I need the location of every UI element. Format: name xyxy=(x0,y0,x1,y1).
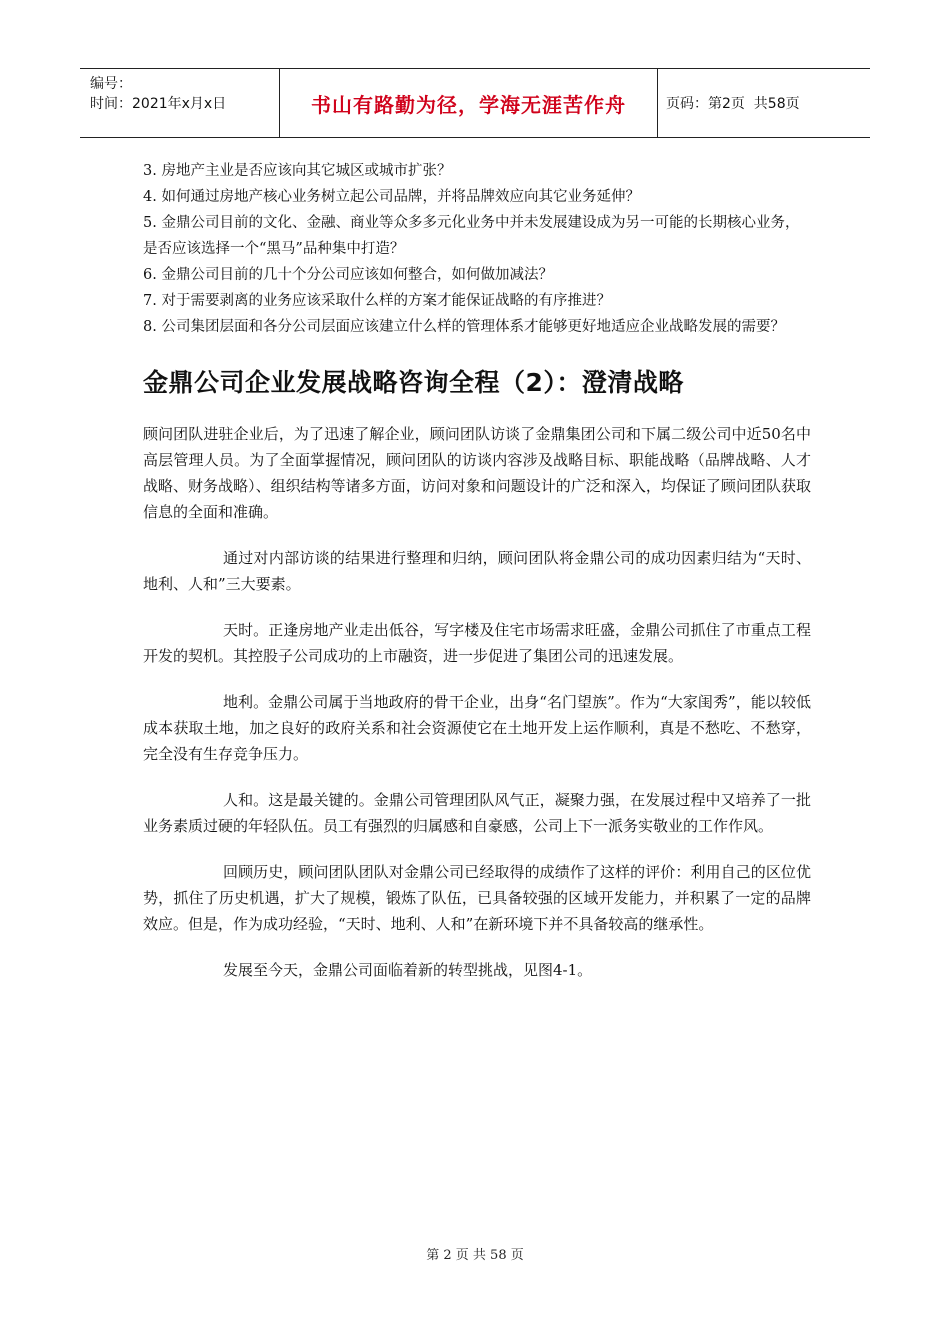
serial-label: 编号： xyxy=(90,76,132,92)
paragraph: 通过对内部访谈的结果进行整理和归纳，顾问团队将金鼎公司的成功因素归结为“天时、地利、人和”三大要素。 xyxy=(143,549,811,593)
section-title: 金鼎公司企业发展战略咨询全程（2）：澄清战略 xyxy=(143,368,684,397)
list-item: 5. 金鼎公司目前的文化、金融、商业等众多多元化业务中并未发展建设成为另一可能的长期核心业务，是否应该选择一个“黑马”品种集中打造？ xyxy=(143,215,800,257)
list-item: 7. 对于需要剥离的业务应该采取什么样的方案才能保证战略的有序推进？ xyxy=(143,293,611,309)
list-item: 3. 房地产主业是否应该向其它城区或城市扩张？ xyxy=(143,163,452,179)
page-label: 页码：第2页 共58页 xyxy=(666,96,800,112)
list-item: 8. 公司集团层面和各分公司层面应该建立什么样的管理体系才能够更好地适应企业战略发展的需要？ xyxy=(143,319,785,335)
list-item: 6. 金鼎公司目前的几十个分公司应该如何整合，如何做加减法？ xyxy=(143,267,553,283)
paragraph: 发展至今天，金鼎公司面临着新的转型挑战，见图4-1。 xyxy=(223,961,593,979)
document-body xyxy=(143,158,811,1003)
header-motto-cell xyxy=(280,69,658,137)
paragraph: 地利。金鼎公司属于当地政府的骨干企业，出身“名门望族”。作为“大家闺秀”，能以较低成本获取土地，加之良好的政府关系和社会资源使它在土地开发上运作顺利，真是不愁吃、不愁穿，完全没有生存竞争压力。 xyxy=(143,693,811,763)
paragraph: 天时。正逢房地产业走出低谷，写字楼及住宅市场需求旺盛，金鼎公司抓住了市重点工程开发的契机。其控股子公司成功的上市融资，进一步促进了集团公司的迅速发展。 xyxy=(143,621,811,665)
paragraph: 人和。这是最关键的。金鼎公司管理团队风气正，凝聚力强，在发展过程中又培养了一批业务素质过硬的年轻队伍。员工有强烈的归属感和自豪感，公司上下一派务实敬业的工作作风。 xyxy=(143,791,811,835)
paragraph: 顾问团队进驻企业后，为了迅速了解企业，顾问团队访谈了金鼎集团公司和下属二级公司中近50名中高层管理人员。为了全面掌握情况，顾问团队的访谈内容涉及战略目标、职能战略（品牌战略、人才战略、财务战略）、组织结构等诸多方面，访问对象和问题设计的广泛和深入，均保证了顾问团队获取信息的全面和准确。 xyxy=(143,425,811,521)
header-page-cell xyxy=(658,69,870,137)
motto: 书山有路勤为径，学海无涯苦作舟 xyxy=(311,92,626,117)
paragraphs xyxy=(143,421,811,983)
page-footer: 第 2 页 共 58 页 xyxy=(426,1248,524,1263)
page-header xyxy=(80,68,870,138)
list-item: 4. 如何通过房地产核心业务树立起公司品牌，并将品牌效应向其它业务延伸？ xyxy=(143,189,640,205)
header-meta xyxy=(80,69,280,137)
date-label: 时间：2021年x月x日 xyxy=(90,96,227,112)
paragraph: 回顾历史，顾问团队团队对金鼎公司已经取得的成绩作了这样的评价：利用自己的区位优势，抓住了历史机遇，扩大了规模，锻炼了队伍，已具备较强的区域开发能力，并积累了一定的品牌效应。但是，作为成功经验，“天时、地利、人和”在新环境下并不具备较高的继承性。 xyxy=(143,863,811,933)
question-list xyxy=(143,158,811,340)
